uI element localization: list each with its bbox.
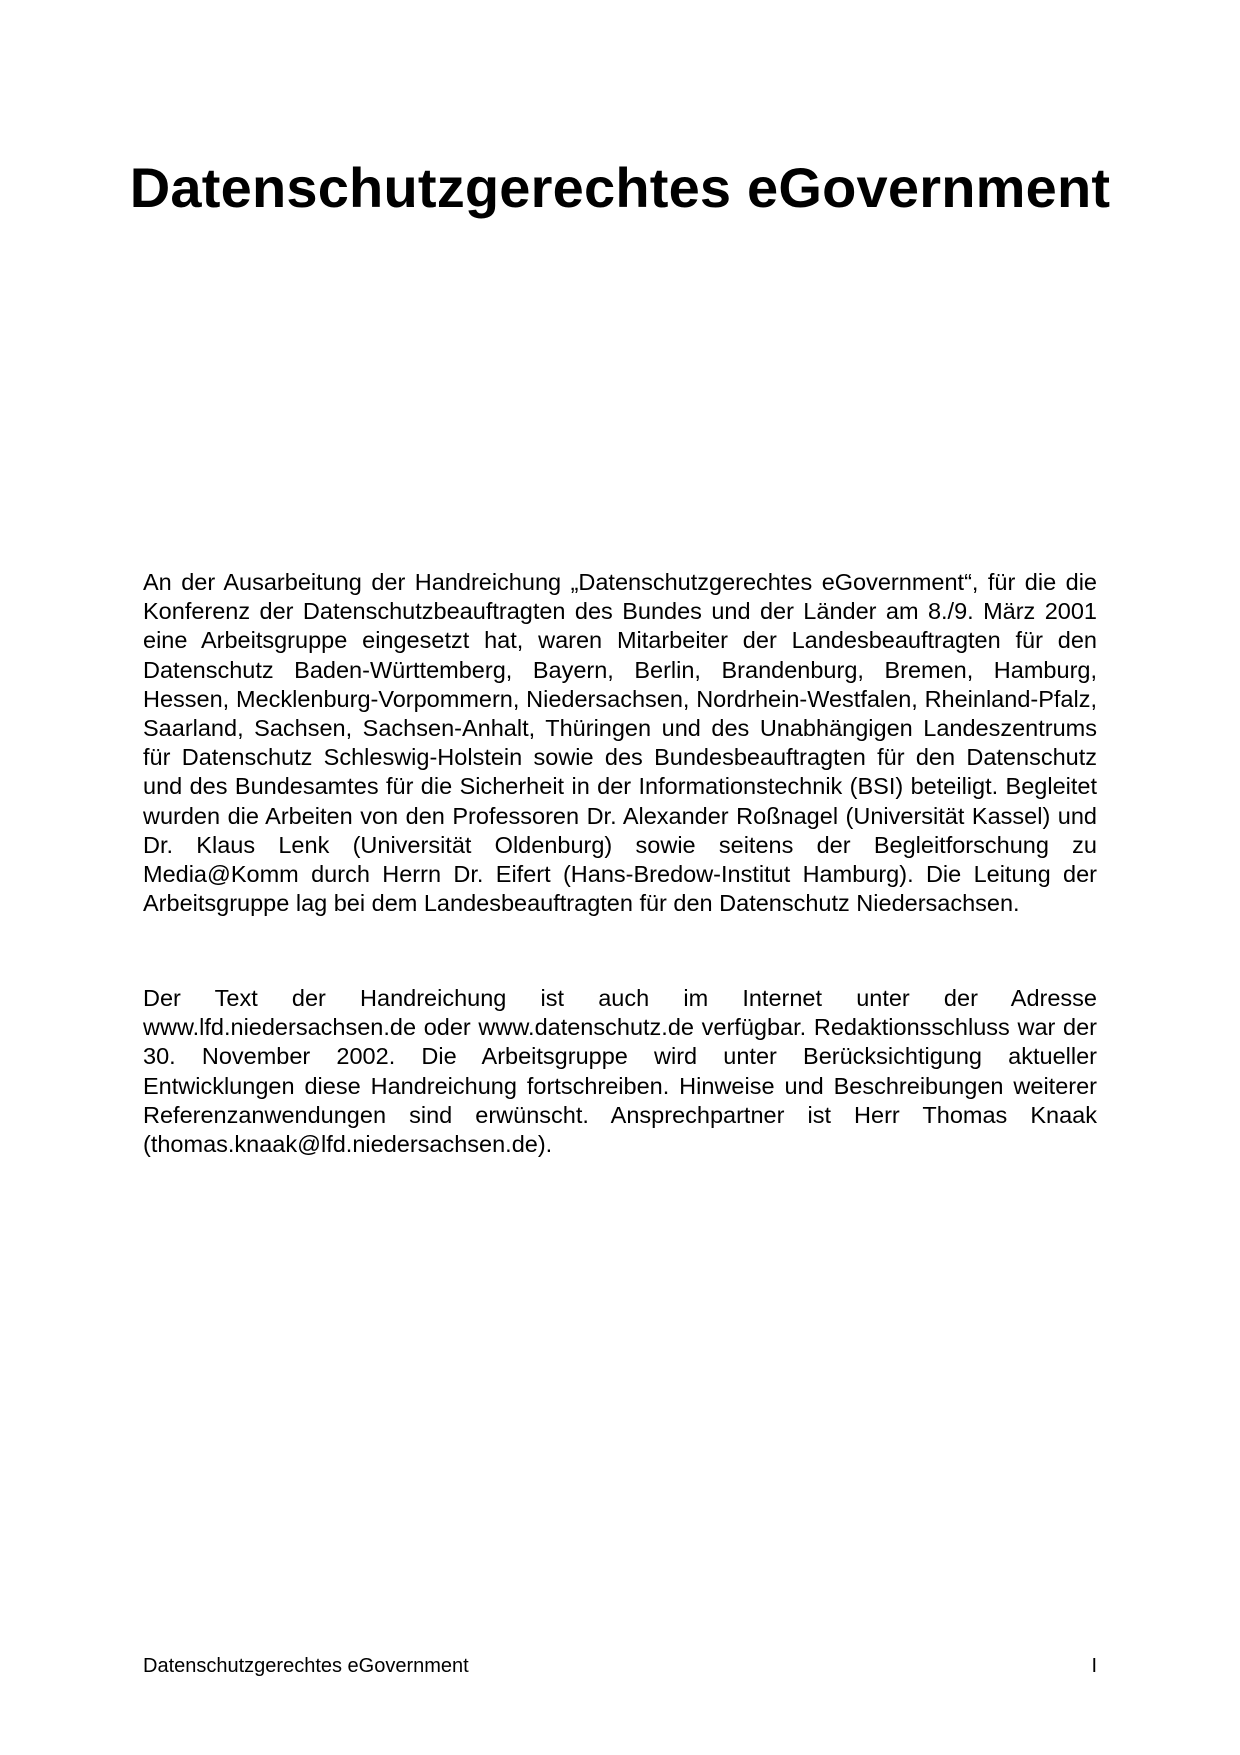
page-number: I: [1091, 1655, 1097, 1677]
footer-title: Datenschutzgerechtes eGovernment: [143, 1655, 469, 1677]
page-title: Datenschutzgerechtes eGovernment: [129, 156, 1111, 219]
page-footer: [143, 1654, 1097, 1678]
paragraph-contributors: An der Ausarbeitung der Handreichung „Datenschutzgerechtes eGovernment“, für die die Konferenz der Datenschutzbeauftragten des Bundes und der Länder am 8./9. März 2001 eine Arbeitsgruppe eingesetzt hat, waren Mitarbeiter der Landesbeauftragten für den Datenschutz Baden-Württemberg, Bayern, Berlin, Brandenburg, Bremen, Hamburg, Hessen, Mecklenburg-Vorpommern, Niedersachsen, Nordrhein-Westfalen, Rheinland-Pfalz, Saarland, Sachsen, Sachsen-Anhalt, Thüringen und des Unabhängigen Landeszentrums für Datenschutz Schleswig-Holstein sowie des Bundesbeauftragten für den Datenschutz und des Bundesamtes für die Sicherheit in der Informationstechnik (BSI) beteiligt. Begleitet wurden die Arbeiten von den Professoren Dr. Alexander Roßnagel (Universität Kassel) und Dr. Klaus Lenk (Universität Oldenburg) sowie seitens der Begleitforschung zu Media@Komm durch Herrn Dr. Eifert (Hans-Bredow-Institut Hamburg). Die Leitung der Arbeitsgruppe lag bei dem Landesbeauftragten für den Datenschutz Niedersachsen.: [143, 569, 1097, 917]
paragraph-availability: Der Text der Handreichung ist auch im Internet unter der Adresse www.lfd.niedersachsen.de oder www.datenschutz.de verfügbar. Redaktionsschluss war der 30. November 2002. Die Arbeitsgruppe wird unter Berücksichtigung aktueller Entwicklungen diese Handreichung fortschreiben. Hinweise und Beschreibungen weiterer Referenzanwendungen sind erwünscht. Ansprechpartner ist Herr Thomas Knaak (thomas.knaak@lfd.niedersachsen.de).: [143, 985, 1097, 1158]
